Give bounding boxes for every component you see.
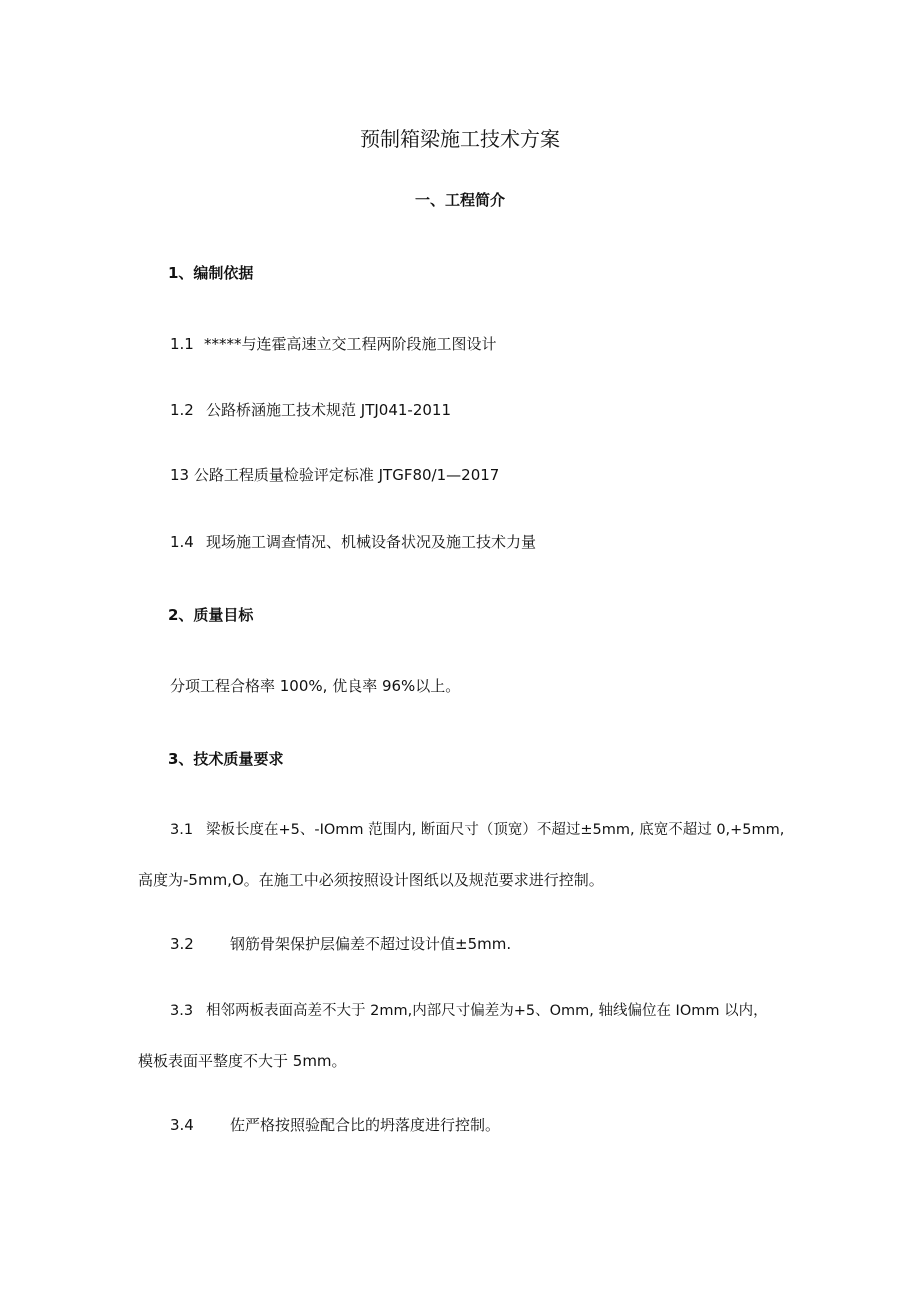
item-number: 1.2 — [170, 401, 194, 419]
item-number: 3.2 — [170, 935, 194, 953]
item-3-3-continued: 模板表面平整度不大于 5mm。 — [138, 1052, 347, 1070]
item-3-3 — [170, 1001, 768, 1021]
heading-tech-requirements: 3、技术质量要求 — [168, 750, 284, 768]
item-3-4 — [170, 1115, 500, 1135]
item-3-1 — [170, 820, 784, 840]
section-heading-1: 一、工程简介 — [414, 191, 505, 209]
item-1-1 — [170, 334, 497, 354]
item-text: 佐严格按照验配合比的坍落度进行控制。 — [230, 1116, 501, 1134]
heading-quality-target: 2、质量目标 — [168, 606, 254, 624]
item-text: 相邻两板表面高差不大于 2mm,内部尺寸偏差为+5、Omm, 轴线偏位在 IOmm 以内， — [206, 1003, 768, 1019]
item-number: 1.1 — [170, 335, 194, 353]
item-number: 3.1 — [170, 822, 194, 838]
item-text: 钢筋骨架保护层偏差不超过设计值±5mm. — [230, 935, 512, 953]
item-1-3: 13 公路工程质量检验评定标准 JTGF80/1—2017 — [170, 466, 500, 484]
document-title: 预制箱梁施工技术方案 — [360, 127, 560, 151]
item-3-1-continued: 高度为-5mm,O。在施工中必须按照设计图纸以及规范要求进行控制。 — [138, 871, 604, 889]
item-text: 公路桥涵施工技术规范 JTJ041-2011 — [206, 401, 451, 419]
item-text: *****与连霍高速立交工程两阶段施工图设计 — [204, 335, 497, 353]
item-1-4 — [170, 532, 536, 552]
heading-compile-basis: 1、编制依据 — [168, 264, 254, 282]
item-number: 3.3 — [170, 1003, 194, 1019]
item-3-2 — [170, 934, 511, 954]
item-text: 现场施工调查情况、机械设备状况及施工技术力量 — [206, 533, 537, 551]
quality-target-text: 分项工程合格率 100%, 优良率 96%以上。 — [170, 677, 461, 695]
item-number: 3.4 — [170, 1116, 194, 1134]
item-number: 1.4 — [170, 533, 194, 551]
item-text: 梁板长度在+5、-IOmm 范围内, 断面尺寸（顶宽）不超过±5mm, 底宽不超过 0,+5mm, — [206, 822, 785, 838]
item-1-2 — [170, 400, 451, 420]
